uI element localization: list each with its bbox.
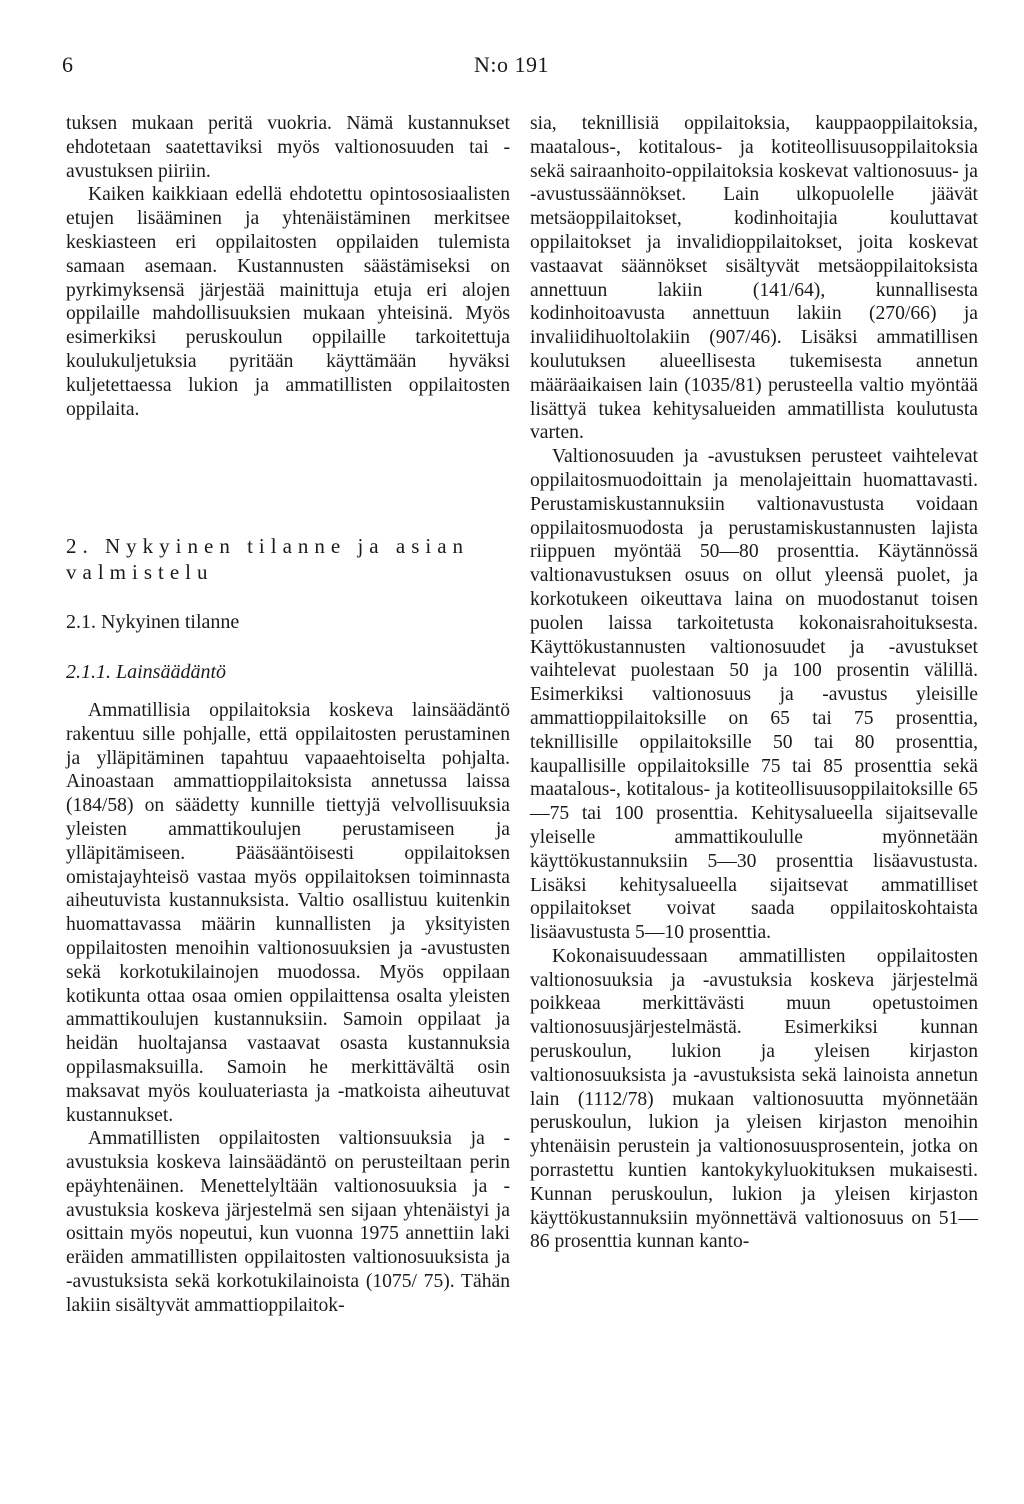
subsubsection-number: 2.1.1. [66,661,111,684]
paragraph: Ammatillisten oppilaitosten valtionsuuksia ja -avustuksia koskeva lainsäädäntö on perusteiltaan perin epäyhtenäinen. Menettelyltään valtionosuuksia ja -avustuksia koskeva järjestelmä sen sijaan yhtenäistyi ja osittain myös nopeutui, kun vuonna 1975 annettiin laki eräiden ammatillisten oppilaitosten valtionosuuksista ja -avustuksista sekä korkotukilainoista (1075/ 75). Tähän lakiin sisältyvät ammattioppilaitok- [66,1128,510,1316]
left-column [66,112,510,1318]
paragraph: Valtionosuuden ja -avustuksen perusteet vaihtelevat oppilaitosmuodoittain ja menolajeittain huomattavasti. Perustamiskustannuksiin valtionavustusta voidaan oppilaitosmuodosta ja perustamiskustannusten lajista riippuen myöntää 50—80 prosenttia. Käytännössä valtionavustuksen osuus on ollut yleensä puolet, ja korkotukeen oikeuttava laina on muodostanut toisen puolen laissa tarkoitetusta kokonaisrahoituksesta. Käyttökustannusten valtionosuudet ja -avustukset vaihtelevat puolestaan 50 ja 100 prosentin välillä. Esimerkiksi valtionosuus ja -avustus yleisille ammattioppilaitoksille on 65 tai 75 prosenttia, teknillisille oppilaitoksille 50 tai 80 prosenttia, kaupallisille oppilaitoksille 75 tai 85 prosenttia sekä maatalous-, kotitalous- ja kotiteollisuusoppilaitoksille 65—75 tai 100 prosenttia. Kehitysalueella sijaitsevalle yleiselle ammattikoululle myönnetään käyttökustannuksiin 5—30 prosenttia lisäavustusta. Lisäksi kehitysalueella sijaitsevat ammatilliset oppilaitokset voivat saada oppilaitoskohtaista lisäavustusta 5—10 prosenttia. [530,446,978,944]
document-number: N:o 191 [474,52,549,77]
paragraph: sia, teknillisiä oppilaitoksia, kauppaoppilaitoksia, maatalous-, kotitalous- ja kotiteollisuusoppilaitoksia sekä sairaanhoito-oppilaitoksia koskevat valtionosuus- ja -avustussäännökset. Lain ulkopuolelle jäävät metsäoppilaitokset, kodinhoitajia kouluttavat oppilaitokset ja invalidioppilaitokset, joita koskevat vastaavat säännökset sisältyvät metsäoppilaitoksista annettuun lakiin (141/64), kunnallisesta kodinhoitoavusta annettuun lakiin (270/66) ja invaliidihuoltolakiin (907/46). Lisäksi ammatillisen koulutuksen alueellisesta tukemisesta annetun määräaikaisen lain (1035/81) perusteella valtio myöntää lisättyä tukea kehitysalueiden ammatillista koulutusta varten. [530,113,978,444]
paragraph: Kokonaisuudessaan ammatillisten oppilaitosten valtionosuuksia ja -avustuksia koskeva järjestelmä poikkeaa merkittävästi muun opetustoimen valtionosuusjärjestelmästä. Esimerkiksi kunnan peruskoulun, lukion ja yleisen kirjaston valtionosuuksista ja -avustuksista sekä lainoista annetun lain (1112/78) mukaan valtionosuutta myönnetään peruskoulun, lukion ja yleisen kirjaston menoihin yhtenäisin perustein ja valtionosuusprosentein, jotka on porrastettu kuntien kantokykyluokituksen mukaisesti. Kunnan peruskoulun, lukion ja yleisen kirjaston käyttökustannuksiin myönnettävä valtionosuus on 51—86 prosenttia kunnan kanto- [530,945,978,1253]
page-number: 6 [62,52,73,77]
paragraph: tuksen mukaan peritä vuokria. Nämä kustannukset ehdotetaan saatettaviksi myös valtionosuuden tai -avustuksen piiriin. [66,113,510,182]
paragraph: Kaiken kaikkiaan edellä ehdotettu opintososiaalisten etujen lisääminen ja yhtenäistäminen merkitsee keskiasteen eri oppilaitosten oppilaiden tulemista samaan asemaan. Kustannusten säästämiseksi on pyrkimyksensä järjestää mainittuja etuja eri alojen oppilaille mahdollisuuksien mukaan yhteisinä. Myös esimerkiksi peruskoulun oppilaille tarkoitettuja koulukuljetuksia pyritään käyttämään hyväksi kuljetettaessa lukion ja ammatillisten oppilaitosten oppilaita. [66,184,510,420]
paragraph: Ammatillisia oppilaitoksia koskeva lainsäädäntö rakentuu sille pohjalle, että oppilaitosten perustaminen ja ylläpitäminen tapahtuu vapaaehtoiselta pohjalta. Ainoastaan ammattioppilaitoksista annetussa laissa (184/58) on säädetty kunnille tiettyjä velvollisuuksia yleisten ammattikoulujen perustamiseen ja ylläpitämiseen. Pääsääntöisesti oppilaitoksen omistajayhteisö vastaa myös oppilaitoksen toiminnasta aiheutuvista kustannuksista. Valtio osallistuu kuitenkin huomattavassa määrin kunnallisten ja yksityisten oppilaitosten menoihin valtionosuuksien ja -avustusten sekä korkotukilainojen muodossa. Myös oppilaan kotikunta ottaa osaa omien oppilaittensa osalta yleisten ammattikoulujen kustannuksiin. Samoin oppilaat ja heidän huoltajansa vastaavat osasta kustannuksia oppilasmaksuilla. Samoin he merkittävältä osin maksavat myös kouluateriasta ja -matkoista aiheutuvat kustannukset. [66,699,510,1126]
section-heading: 2. Nykyinen tilanne ja asian valmistelu [66,534,470,585]
subsubsection-heading [66,661,510,685]
right-column [530,112,978,1254]
subsection-heading: 2.1. Nykyinen tilanne [66,611,240,634]
subsubsection-title: Lainsäädäntö [116,661,227,684]
